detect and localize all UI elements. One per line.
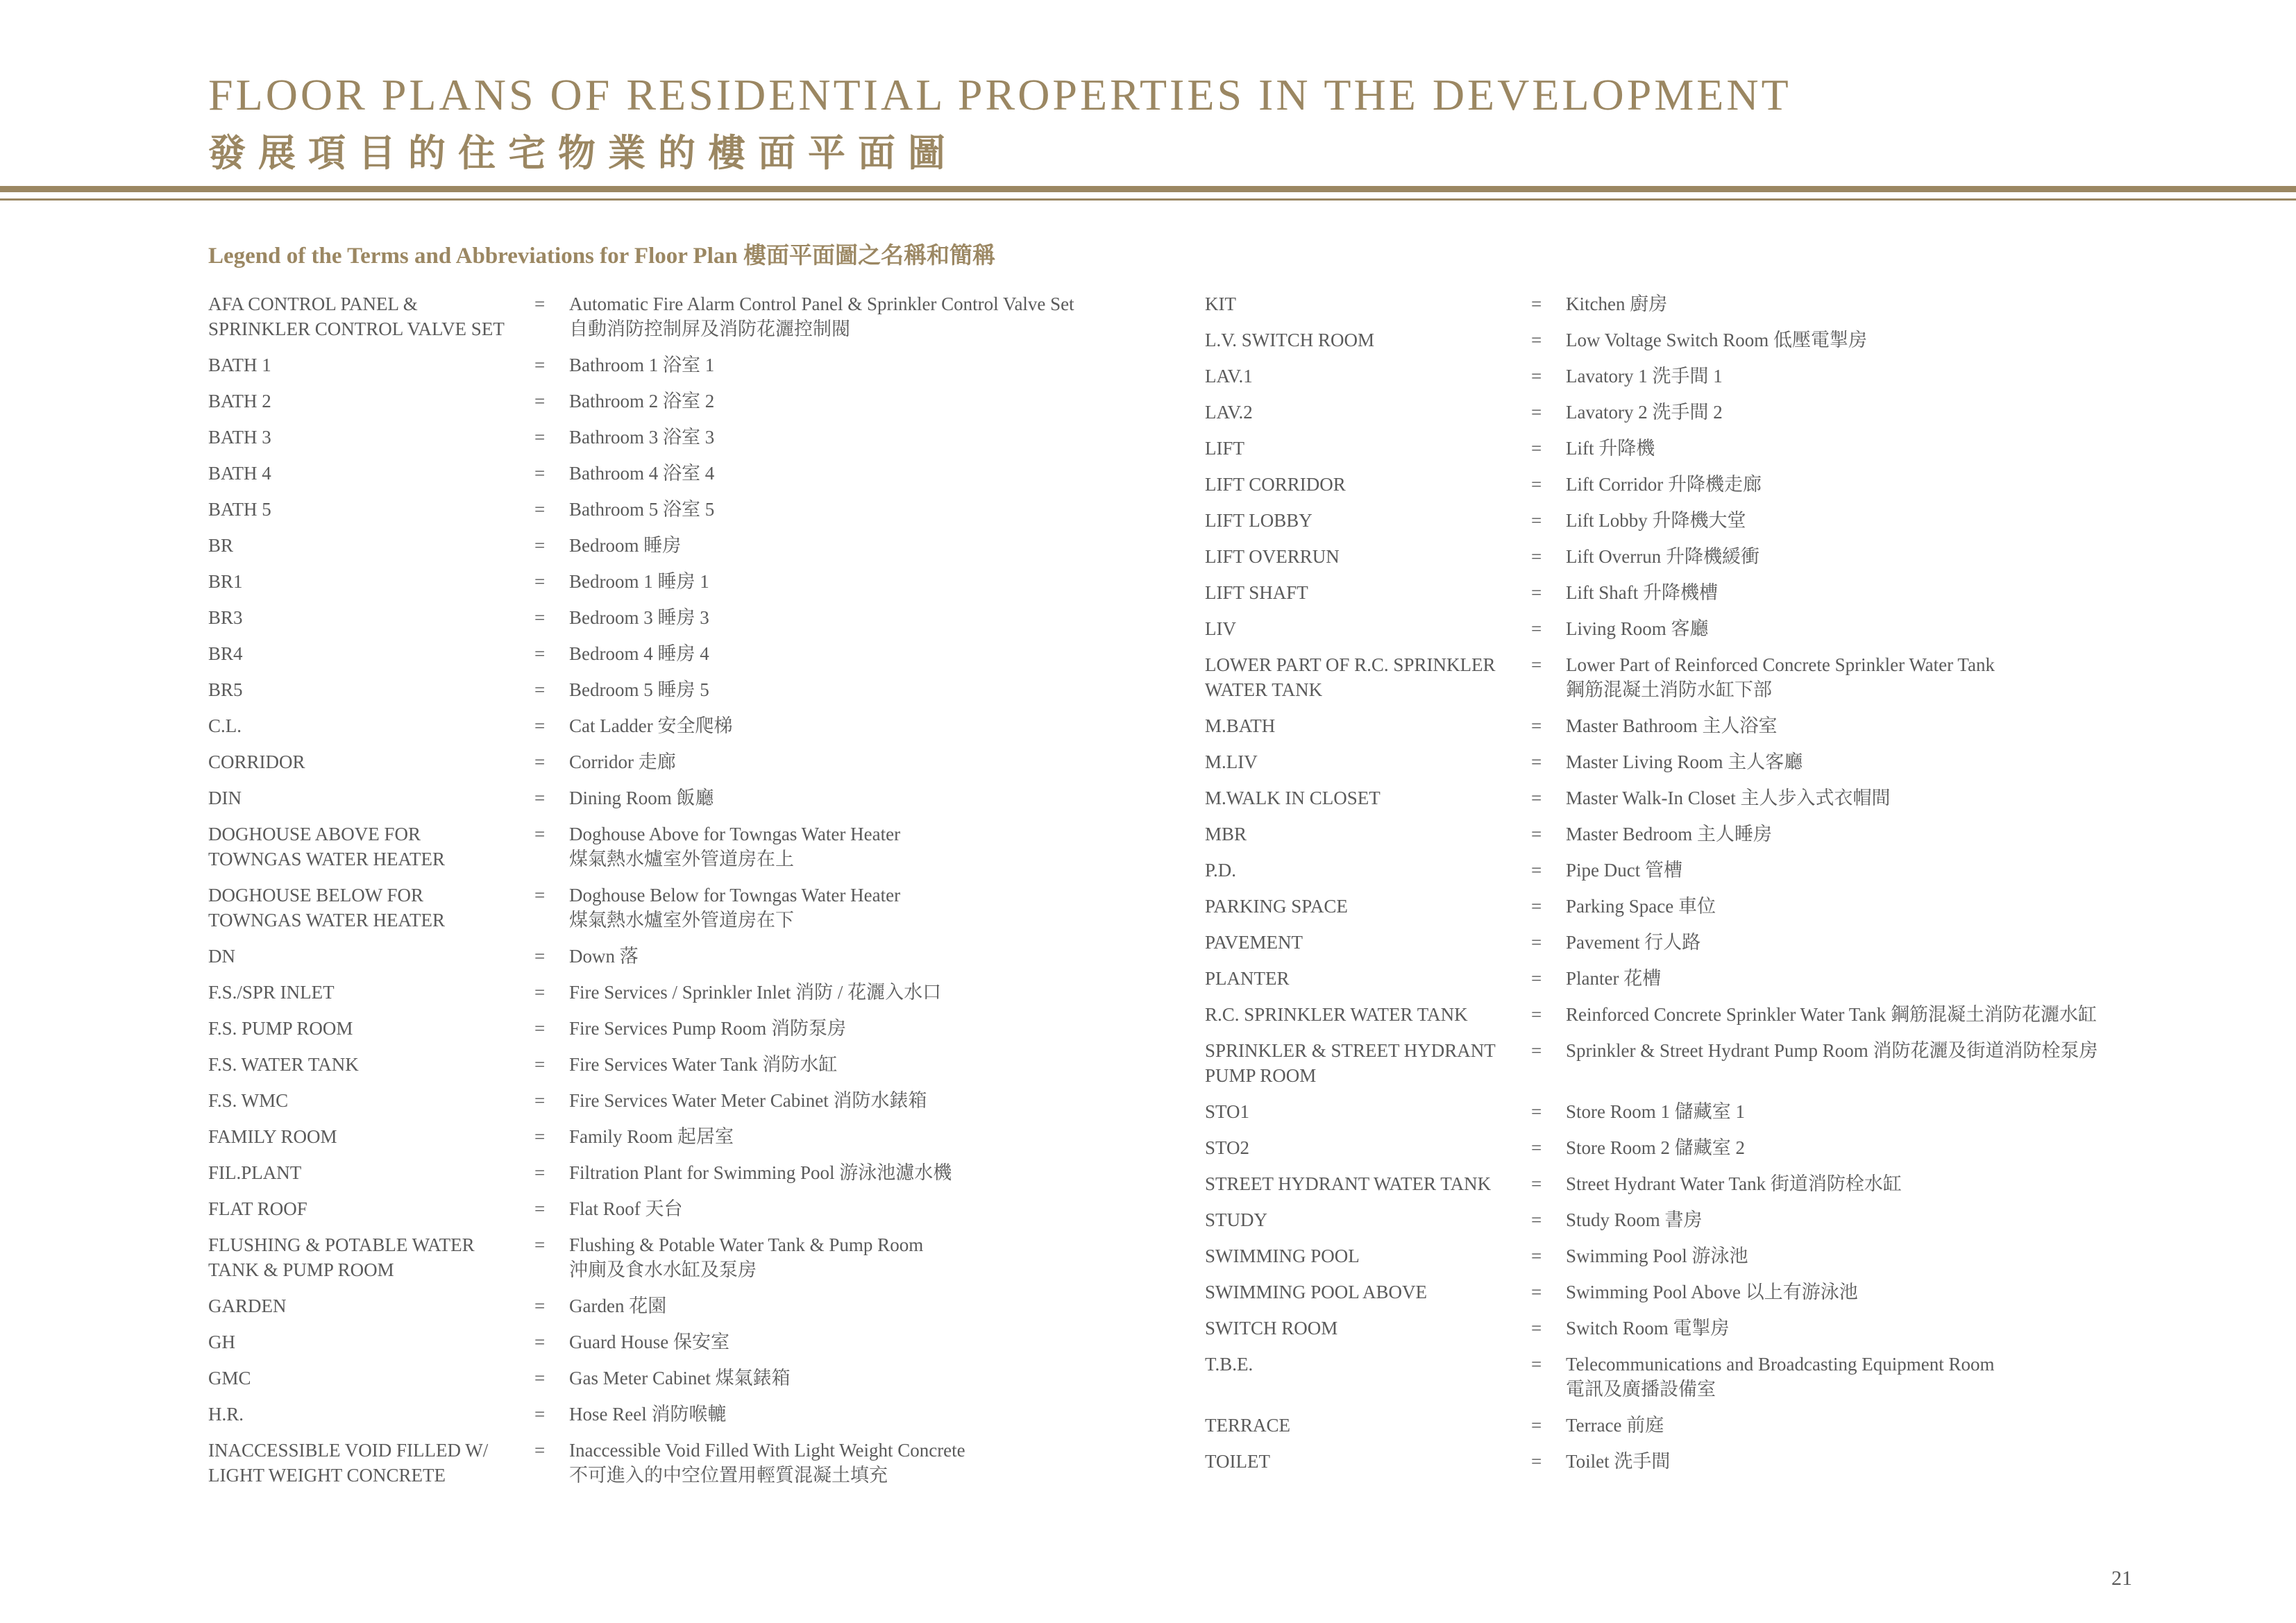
legend-row xyxy=(1205,1171,2260,1196)
legend-description: Swimming Pool Above 以上有游泳池 xyxy=(1566,1282,1858,1302)
legend-equals: = xyxy=(534,1054,546,1075)
legend-equals: = xyxy=(1531,751,1542,772)
legend-description: Lift Shaft 升降機槽 xyxy=(1566,582,1718,603)
legend-row xyxy=(1205,364,2260,389)
legend-description: Reinforced Concrete Sprinkler Water Tank 鋼筋混凝土消防花灑水缸 xyxy=(1566,1004,2097,1025)
legend-description: Filtration Plant for Swimming Pool 游泳池濾水機 xyxy=(569,1162,952,1183)
legend-term: F.S. WATER TANK xyxy=(208,1054,359,1075)
legend-description: Lift Corridor 升降機走廊 xyxy=(1566,474,1762,495)
legend-row xyxy=(1205,652,2260,702)
legend-description: Bedroom 4 睡房 4 xyxy=(569,643,709,664)
legend-row xyxy=(208,749,1208,774)
legend-term: LOWER PART OF R.C. SPRINKLER WATER TANK xyxy=(1205,654,1496,700)
legend-term: PLANTER xyxy=(1205,968,1290,989)
legend-term: C.L. xyxy=(208,715,242,736)
legend-equals: = xyxy=(534,788,546,808)
legend-description: Bathroom 5 浴室 5 xyxy=(569,499,715,520)
legend-equals: = xyxy=(534,1126,546,1147)
legend-description: Family Room 起居室 xyxy=(569,1126,734,1147)
legend-description: Corridor 走廊 xyxy=(569,751,676,772)
legend-description: Telecommunications and Broadcasting Equipment Room 電訊及廣播設備室 xyxy=(1566,1354,1995,1400)
legend-row xyxy=(208,822,1208,872)
legend-equals: = xyxy=(1531,896,1542,917)
legend-equals: = xyxy=(534,946,546,967)
legend-equals: = xyxy=(534,499,546,520)
legend-term: BR3 xyxy=(208,607,243,628)
legend-column-right xyxy=(1205,291,2260,1485)
legend-equals: = xyxy=(1531,402,1542,423)
legend-row xyxy=(1205,894,2260,919)
legend-description: Bedroom 3 睡房 3 xyxy=(569,607,709,628)
legend-row xyxy=(1205,749,2260,774)
legend-equals: = xyxy=(534,1018,546,1039)
legend-term: BATH 3 xyxy=(208,427,271,448)
header-divider-thin xyxy=(0,198,2296,201)
legend-term: LIFT CORRIDOR xyxy=(1205,474,1346,495)
legend-description: Down 落 xyxy=(569,946,639,967)
legend-equals: = xyxy=(1531,860,1542,881)
legend-row xyxy=(1205,1099,2260,1124)
legend-description: Cat Ladder 安全爬梯 xyxy=(569,715,733,736)
legend-row xyxy=(1205,1207,2260,1232)
legend-term: BATH 2 xyxy=(208,391,271,411)
legend-term: LAV.1 xyxy=(1205,366,1253,386)
legend-row xyxy=(208,497,1208,522)
legend-description: Sprinkler & Street Hydrant Pump Room 消防花灑及街道消防栓泵房 xyxy=(1566,1040,2098,1061)
legend-row xyxy=(208,677,1208,702)
legend-row xyxy=(1205,1352,2260,1402)
legend-row xyxy=(208,980,1208,1005)
legend-row xyxy=(208,1124,1208,1149)
legend-description: Lift 升降機 xyxy=(1566,438,1655,459)
legend-description: Hose Reel 消防喉轆 xyxy=(569,1404,727,1425)
legend-row xyxy=(1205,930,2260,955)
legend-row xyxy=(208,569,1208,594)
legend-equals: = xyxy=(1531,654,1542,675)
legend-equals: = xyxy=(1531,618,1542,639)
legend-term: F.S. PUMP ROOM xyxy=(208,1018,353,1039)
legend-term: BATH 5 xyxy=(208,499,271,520)
legend-row xyxy=(208,1232,1208,1282)
legend-row xyxy=(1205,508,2260,533)
legend-equals: = xyxy=(1531,788,1542,808)
legend-description: Bathroom 3 浴室 3 xyxy=(569,427,715,448)
legend-term: AFA CONTROL PANEL & SPRINKLER CONTROL VALVE SET xyxy=(208,294,505,339)
legend-row xyxy=(208,1088,1208,1113)
legend-equals: = xyxy=(534,1368,546,1388)
legend-row xyxy=(208,1160,1208,1185)
legend-description: Store Room 1 儲藏室 1 xyxy=(1566,1101,1746,1122)
legend-description: Bathroom 2 浴室 2 xyxy=(569,391,715,411)
legend-term: F.S./SPR INLET xyxy=(208,982,335,1003)
legend-description: Gas Meter Cabinet 煤氣錶箱 xyxy=(569,1368,791,1388)
legend-term: BR4 xyxy=(208,643,243,664)
legend-row xyxy=(208,1196,1208,1221)
legend-equals: = xyxy=(534,1404,546,1425)
legend-equals: = xyxy=(1531,438,1542,459)
legend-equals: = xyxy=(1531,1173,1542,1194)
legend-description: Kitchen 廚房 xyxy=(1566,294,1668,314)
legend-equals: = xyxy=(534,1332,546,1352)
legend-row xyxy=(1205,1316,2260,1341)
legend-equals: = xyxy=(1531,1040,1542,1061)
legend-description: Pipe Duct 管槽 xyxy=(1566,860,1682,881)
legend-description: Swimming Pool 游泳池 xyxy=(1566,1246,1748,1266)
legend-term: CORRIDOR xyxy=(208,751,305,772)
legend-description: Fire Services Water Meter Cabinet 消防水錶箱 xyxy=(569,1090,927,1111)
legend-row xyxy=(208,1438,1208,1488)
legend-equals: = xyxy=(534,427,546,448)
legend-term: SPRINKLER & STREET HYDRANT PUMP ROOM xyxy=(1205,1040,1496,1086)
legend-row xyxy=(1205,328,2260,352)
legend-description: Pavement 行人路 xyxy=(1566,932,1701,953)
legend-row xyxy=(208,352,1208,377)
legend-row xyxy=(208,713,1208,738)
legend-description: Lift Lobby 升降機大堂 xyxy=(1566,510,1746,531)
legend-term: STREET HYDRANT WATER TANK xyxy=(1205,1173,1492,1194)
legend-term: BR xyxy=(208,535,234,556)
legend-row xyxy=(208,1016,1208,1041)
legend-description: Flushing & Potable Water Tank & Pump Room 沖廁及食水水缸及泵房 xyxy=(569,1234,924,1280)
legend-row xyxy=(208,1366,1208,1391)
legend-row xyxy=(208,389,1208,414)
legend-description: Bathroom 4 浴室 4 xyxy=(569,463,715,484)
legend-row xyxy=(208,641,1208,666)
legend-term: L.V. SWITCH ROOM xyxy=(1205,330,1375,350)
legend-equals: = xyxy=(534,982,546,1003)
legend-description: Study Room 書房 xyxy=(1566,1209,1703,1230)
legend-row xyxy=(208,1293,1208,1318)
legend-term: LIV xyxy=(1205,618,1236,639)
header-divider-thick xyxy=(0,186,2296,192)
legend-term: DIN xyxy=(208,788,242,808)
legend-description: Dining Room 飯廳 xyxy=(569,788,714,808)
legend-description: Master Bedroom 主人睡房 xyxy=(1566,824,1772,844)
legend-equals: = xyxy=(534,824,546,844)
legend-description: Fire Services Pump Room 消防泵房 xyxy=(569,1018,846,1039)
legend-description: Fire Services Water Tank 消防水缸 xyxy=(569,1054,838,1075)
legend-description: Garden 花園 xyxy=(569,1295,667,1316)
legend-equals: = xyxy=(1531,1318,1542,1339)
legend-term: TERRACE xyxy=(1205,1415,1291,1436)
page-title-chinese: 發展項目的住宅物業的樓面平面圖 xyxy=(208,133,958,174)
legend-equals: = xyxy=(1531,968,1542,989)
legend-row xyxy=(208,1402,1208,1427)
legend-term: BR1 xyxy=(208,571,243,592)
legend-equals: = xyxy=(534,1198,546,1219)
legend-term: FLUSHING & POTABLE WATER TANK & PUMP ROOM xyxy=(208,1234,475,1280)
legend-description: Living Room 客廳 xyxy=(1566,618,1709,639)
legend-row xyxy=(1205,400,2260,425)
legend-row xyxy=(208,461,1208,486)
legend-equals: = xyxy=(1531,715,1542,736)
legend-row xyxy=(1205,1280,2260,1305)
legend-equals: = xyxy=(1531,1451,1542,1472)
legend-description: Doghouse Above for Towngas Water Heater 煤氣熱水爐室外管道房在上 xyxy=(569,824,901,869)
legend-equals: = xyxy=(534,294,546,314)
legend-term: R.C. SPRINKLER WATER TANK xyxy=(1205,1004,1468,1025)
legend-term: BR5 xyxy=(208,679,243,700)
legend-equals: = xyxy=(534,571,546,592)
legend-row xyxy=(1205,858,2260,883)
legend-description: Master Living Room 主人客廳 xyxy=(1566,751,1803,772)
legend-term: KIT xyxy=(1205,294,1236,314)
legend-row xyxy=(1205,785,2260,810)
legend-term: H.R. xyxy=(208,1404,244,1425)
legend-term: PARKING SPACE xyxy=(1205,896,1348,917)
legend-row xyxy=(208,605,1208,630)
page-number: 21 xyxy=(2111,1567,2132,1590)
legend-equals: = xyxy=(1531,1354,1542,1375)
legend-row xyxy=(208,785,1208,810)
legend-description: Terrace 前庭 xyxy=(1566,1415,1664,1436)
legend-row xyxy=(1205,1135,2260,1160)
page-title: FLOOR PLANS OF RESIDENTIAL PROPERTIES IN THE DEVELOPMENT xyxy=(208,70,1791,119)
legend-description: Inaccessible Void Filled With Light Weight Concrete 不可進入的中空位置用輕質混凝土填充 xyxy=(569,1440,965,1486)
legend-equals: = xyxy=(534,715,546,736)
legend-equals: = xyxy=(534,463,546,484)
legend-row xyxy=(1205,1243,2260,1268)
legend-row xyxy=(1205,1413,2260,1438)
legend-row xyxy=(1205,436,2260,461)
legend-term: LIFT LOBBY xyxy=(1205,510,1312,531)
legend-equals: = xyxy=(1531,366,1542,386)
legend-row xyxy=(208,425,1208,450)
legend-equals: = xyxy=(534,885,546,906)
legend-equals: = xyxy=(534,1234,546,1255)
legend-term: P.D. xyxy=(1205,860,1237,881)
legend-term: DOGHOUSE ABOVE FOR TOWNGAS WATER HEATER xyxy=(208,824,445,869)
legend-description: Automatic Fire Alarm Control Panel & Sprinkler Control Valve Set 自動消防控制屏及消防花灑控制閥 xyxy=(569,294,1074,339)
legend-term: STUDY xyxy=(1205,1209,1268,1230)
legend-term: LIFT SHAFT xyxy=(1205,582,1308,603)
legend-row xyxy=(1205,1002,2260,1027)
legend-row xyxy=(1205,291,2260,316)
legend-equals: = xyxy=(1531,1209,1542,1230)
legend-row xyxy=(1205,713,2260,738)
legend-description: Flat Roof 天台 xyxy=(569,1198,683,1219)
legend-description: Toilet 洗手間 xyxy=(1566,1451,1671,1472)
legend-row xyxy=(1205,580,2260,605)
legend-description: Switch Room 電掣房 xyxy=(1566,1318,1730,1339)
legend-equals: = xyxy=(1531,1246,1542,1266)
legend-equals: = xyxy=(1531,294,1542,314)
legend-equals: = xyxy=(534,751,546,772)
legend-description: Master Bathroom 主人浴室 xyxy=(1566,715,1778,736)
legend-equals: = xyxy=(534,1440,546,1461)
legend-term: M.LIV xyxy=(1205,751,1258,772)
legend-description: Master Walk-In Closet 主人步入式衣帽間 xyxy=(1566,788,1891,808)
legend-row xyxy=(1205,1038,2260,1088)
legend-equals: = xyxy=(1531,1137,1542,1158)
legend-description: Guard House 保安室 xyxy=(569,1332,729,1352)
legend-row xyxy=(1205,966,2260,991)
legend-term: M.WALK IN CLOSET xyxy=(1205,788,1381,808)
legend-equals: = xyxy=(1531,824,1542,844)
legend-term: LAV.2 xyxy=(1205,402,1253,423)
legend-equals: = xyxy=(534,643,546,664)
legend-description: Low Voltage Switch Room 低壓電掣房 xyxy=(1566,330,1868,350)
legend-equals: = xyxy=(534,679,546,700)
legend-term: GMC xyxy=(208,1368,251,1388)
legend-row xyxy=(208,944,1208,969)
legend-row xyxy=(208,533,1208,558)
legend-term: SWIMMING POOL ABOVE xyxy=(1205,1282,1428,1302)
legend-equals: = xyxy=(1531,474,1542,495)
legend-term: INACCESSIBLE VOID FILLED W/ LIGHT WEIGHT CONCRETE xyxy=(208,1440,489,1486)
legend-equals: = xyxy=(534,607,546,628)
legend-heading: Legend of the Terms and Abbreviations for Floor Plan 樓面平面圖之名稱和簡稱 xyxy=(208,244,995,269)
legend-term: BATH 1 xyxy=(208,355,271,375)
legend-description: Lavatory 2 洗手間 2 xyxy=(1566,402,1723,423)
legend-term: M.BATH xyxy=(1205,715,1276,736)
legend-description: Fire Services / Sprinkler Inlet 消防 / 花灑入水口 xyxy=(569,982,942,1003)
legend-equals: = xyxy=(1531,932,1542,953)
legend-row xyxy=(208,1052,1208,1077)
legend-row xyxy=(1205,1449,2260,1474)
legend-term: MBR xyxy=(1205,824,1247,844)
legend-term: STO1 xyxy=(1205,1101,1250,1122)
legend-description: Lower Part of Reinforced Concrete Sprinkler Water Tank 鋼筋混凝土消防水缸下部 xyxy=(1566,654,1995,700)
legend-equals: = xyxy=(534,1162,546,1183)
legend-row xyxy=(208,291,1208,341)
legend-term: DOGHOUSE BELOW FOR TOWNGAS WATER HEATER xyxy=(208,885,445,931)
legend-term: LIFT OVERRUN xyxy=(1205,546,1340,567)
legend-equals: = xyxy=(534,535,546,556)
legend-term: PAVEMENT xyxy=(1205,932,1303,953)
legend-description: Parking Space 車位 xyxy=(1566,896,1716,917)
legend-description: Street Hydrant Water Tank 街道消防栓水缸 xyxy=(1566,1173,1902,1194)
legend-equals: = xyxy=(1531,582,1542,603)
legend-equals: = xyxy=(1531,1282,1542,1302)
legend-equals: = xyxy=(1531,510,1542,531)
legend-description: Bathroom 1 浴室 1 xyxy=(569,355,715,375)
legend-term: BATH 4 xyxy=(208,463,271,484)
legend-row xyxy=(208,1329,1208,1354)
legend-description: Store Room 2 儲藏室 2 xyxy=(1566,1137,1746,1158)
legend-term: DN xyxy=(208,946,235,967)
legend-equals: = xyxy=(534,355,546,375)
legend-equals: = xyxy=(1531,1004,1542,1025)
legend-row xyxy=(1205,616,2260,641)
legend-description: Bedroom 5 睡房 5 xyxy=(569,679,709,700)
legend-term: FIL.PLANT xyxy=(208,1162,302,1183)
legend-description: Bedroom 睡房 xyxy=(569,535,682,556)
legend-term: STO2 xyxy=(1205,1137,1250,1158)
legend-row xyxy=(1205,822,2260,847)
legend-equals: = xyxy=(1531,330,1542,350)
legend-term: FAMILY ROOM xyxy=(208,1126,337,1147)
legend-term: T.B.E. xyxy=(1205,1354,1253,1375)
legend-column-left xyxy=(208,291,1208,1499)
legend-term: SWITCH ROOM xyxy=(1205,1318,1338,1339)
legend-term: GARDEN xyxy=(208,1295,287,1316)
legend-term: F.S. WMC xyxy=(208,1090,289,1111)
legend-equals: = xyxy=(534,1090,546,1111)
legend-term: SWIMMING POOL xyxy=(1205,1246,1360,1266)
legend-term: TOILET xyxy=(1205,1451,1270,1472)
legend-description: Doghouse Below for Towngas Water Heater 煤氣熱水爐室外管道房在下 xyxy=(569,885,901,931)
legend-description: Lavatory 1 洗手間 1 xyxy=(1566,366,1723,386)
legend-row xyxy=(1205,544,2260,569)
legend-equals: = xyxy=(534,391,546,411)
legend-equals: = xyxy=(1531,1101,1542,1122)
legend-term: LIFT xyxy=(1205,438,1244,459)
legend-term: GH xyxy=(208,1332,235,1352)
legend-equals: = xyxy=(1531,546,1542,567)
legend-row xyxy=(1205,472,2260,497)
legend-description: Lift Overrun 升降機緩衝 xyxy=(1566,546,1759,567)
legend-term: FLAT ROOF xyxy=(208,1198,307,1219)
legend-row xyxy=(208,883,1208,933)
legend-equals: = xyxy=(1531,1415,1542,1436)
legend-description: Bedroom 1 睡房 1 xyxy=(569,571,709,592)
legend-equals: = xyxy=(534,1295,546,1316)
legend-description: Planter 花槽 xyxy=(1566,968,1662,989)
